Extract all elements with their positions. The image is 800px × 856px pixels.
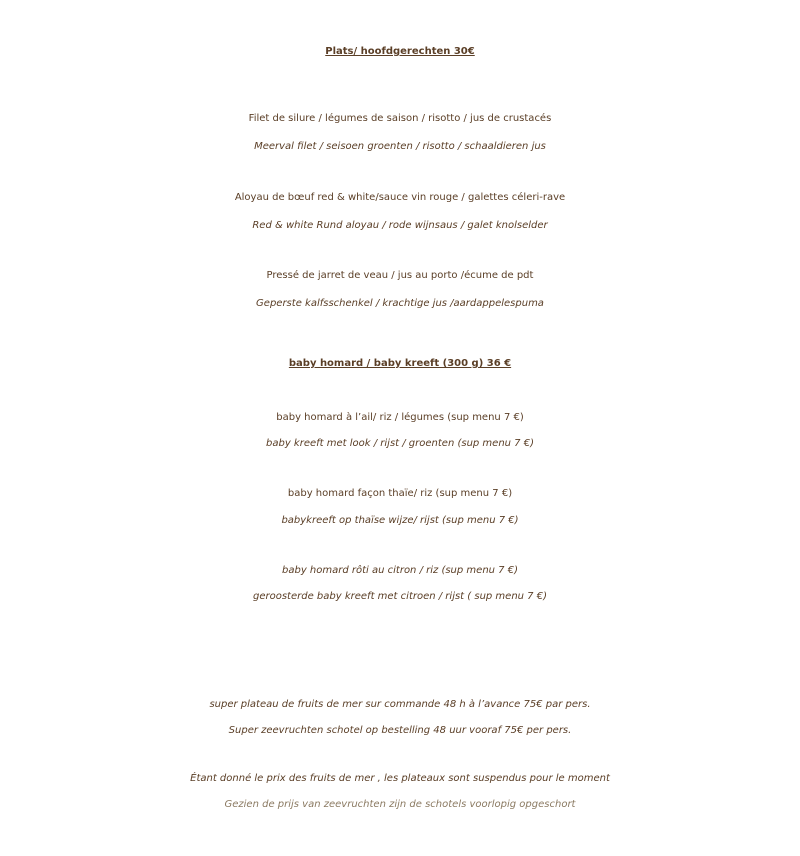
lobster-dish-3-dutch: geroosterde baby kreeft met citroen / rijst ( sup menu 7 €) xyxy=(253,591,547,602)
seafood-platter-dutch: Super zeevruchten schotel op bestelling 48 uur vooraf 75€ per pers. xyxy=(228,725,572,736)
lobster-dish-2-dutch: babykreeft op thaïse wijze/ rijst (sup menu 7 €) xyxy=(281,515,519,526)
suspension-notice-french: Étant donné le prix des fruits de mer , les plateaux sont suspendus pour le moment xyxy=(190,773,610,784)
dish-2-dutch: Red & white Rund aloyau / rode wijnsaus / galet knolselder xyxy=(252,220,548,231)
lobster-dish-1-dutch: baby kreeft met look / rijst / groenten (sup menu 7 €) xyxy=(266,438,534,449)
seafood-platter-french: super plateau de fruits de mer sur commande 48 h à l’avance 75€ par pers. xyxy=(209,699,591,710)
lobster-dish-2-french: baby homard façon thaïe/ riz (sup menu 7 €) xyxy=(287,488,513,499)
dish-3-dutch: Geperste kalfsschenkel / krachtige jus /aardappelespuma xyxy=(256,298,544,309)
mains-heading: Plats/ hoofdgerechten 30€ xyxy=(325,46,475,57)
dish-2-french: Aloyau de bœuf red & white/sauce vin rouge / galettes céleri-rave xyxy=(234,192,566,203)
dish-3-french: Pressé de jarret de veau / jus au porto /écume de pdt xyxy=(266,270,534,281)
dish-1-french: Filet de silure / légumes de saison / risotto / jus de crustacés xyxy=(248,113,552,124)
lobster-dish-3-french: baby homard rôti au citron / riz (sup menu 7 €) xyxy=(282,565,518,576)
lobster-dish-1-french: baby homard à l’ail/ riz / légumes (sup menu 7 €) xyxy=(276,412,524,423)
suspension-notice-dutch: Gezien de prijs van zeevruchten zijn de schotels voorlopig opgeschort xyxy=(224,799,576,810)
lobster-heading: baby homard / baby kreeft (300 g) 36 € xyxy=(288,358,512,369)
dish-1-dutch: Meerval filet / seisoen groenten / risotto / schaaldieren jus xyxy=(254,141,546,152)
